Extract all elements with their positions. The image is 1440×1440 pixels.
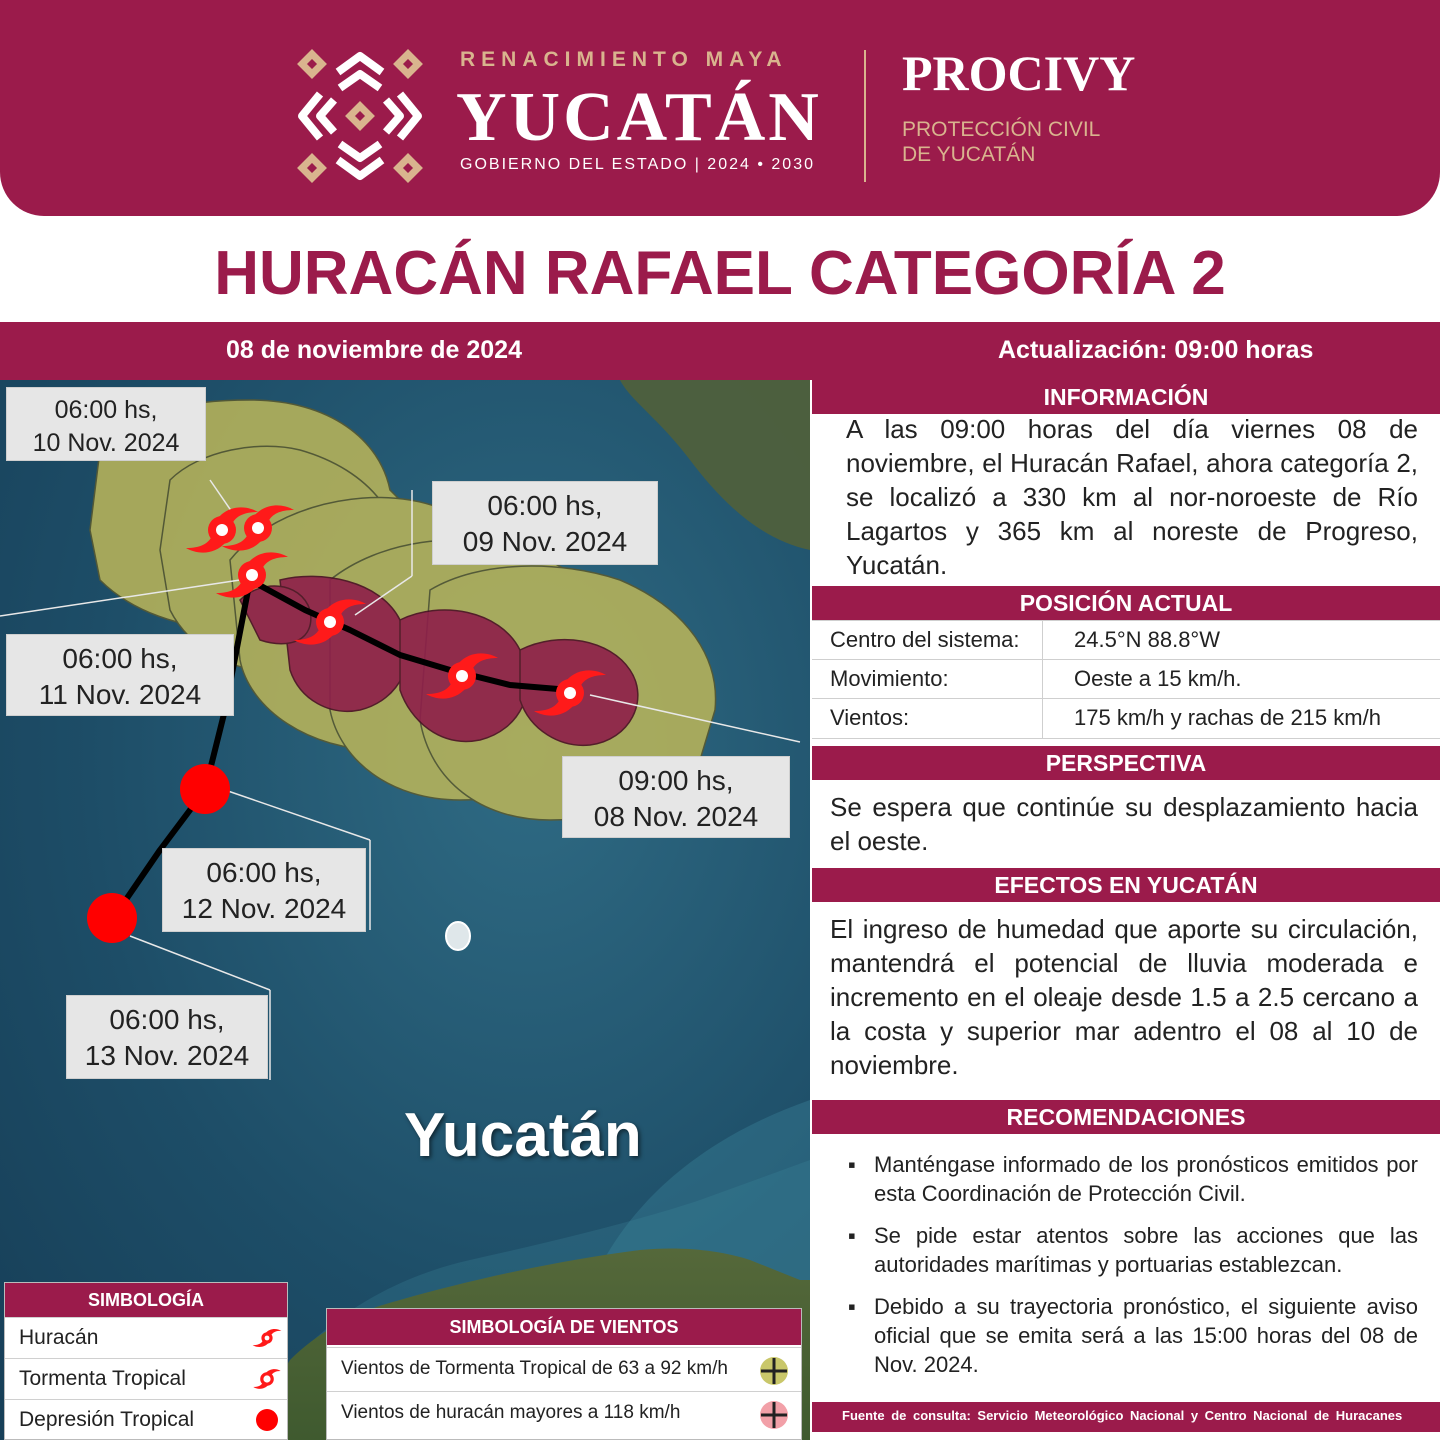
position-row-movement	[812, 659, 1440, 699]
outlook-heading: PERSPECTIVA	[812, 746, 1440, 780]
source-note: Fuente de consulta: Servicio Meteorológico Nacional y Centro Nacional de Huracanes	[842, 1408, 1403, 1423]
tropical-wind-icon	[757, 1354, 791, 1388]
recommendations-list	[848, 1150, 1418, 1392]
track-label-11nov: 06:00 hs, 11 Nov. 2024	[6, 634, 234, 716]
track-label-09nov: 06:00 hs, 09 Nov. 2024	[432, 481, 658, 565]
agency-name: PROCIVY	[902, 45, 1136, 101]
state-name-logo: YUCATÁN	[456, 79, 822, 156]
position-value: 24.5°N 88.8°W	[1074, 627, 1220, 652]
hurricane-icon	[251, 1322, 283, 1354]
effects-heading: EFECTOS EN YUCATÁN	[812, 868, 1440, 902]
position-heading: POSICIÓN ACTUAL	[812, 586, 1440, 620]
agency-subtitle-line2: DE YUCATÁN	[902, 143, 1036, 166]
legend-label: Depresión Tropical	[19, 1408, 195, 1431]
effects-text: El ingreso de humedad que aporte su circulación, mantendrá el potencial de lluvia moderada e incremento en el oleaje desde 1.5 a 2.5 cercano a la costa y superior mar adentro el 08 al 10 de noviembre.	[830, 914, 1418, 1080]
legend-title: SIMBOLOGÍA	[5, 1283, 287, 1317]
track-label-12nov: 06:00 hs, 12 Nov. 2024	[162, 848, 366, 932]
track-label-10nov: 06:00 hs, 10 Nov. 2024	[6, 387, 206, 461]
wind-row-tropical	[327, 1347, 801, 1392]
info-text: A las 09:00 horas del día viernes 08 de noviembre, el Huracán Rafael, ahora categoría 2, se localizó a 330 km al nor-noroeste de Río Lagartos y 365 km al noreste de Progreso, Yucatán.	[846, 414, 1418, 580]
outlook-text: Se espera que continúe su desplazamiento hacia el oeste.	[830, 792, 1418, 856]
track-label-13nov: 06:00 hs, 13 Nov. 2024	[66, 995, 268, 1079]
tropical-storm-icon	[251, 1363, 283, 1395]
track-point-depression	[87, 893, 137, 943]
position-value: 175 km/h y rachas de 215 km/h	[1074, 705, 1381, 730]
agency-subtitle-line1: PROTECCIÓN CIVIL	[902, 118, 1101, 141]
recommendation-item: ▪ Se pide estar atentos sobre las acciones que las autoridades marítimas y portuarias establezcan.	[848, 1221, 1418, 1279]
header-divider	[864, 50, 866, 182]
position-value: Oeste a 15 km/h.	[1074, 666, 1242, 691]
position-key: Centro del sistema:	[830, 627, 1020, 652]
report-date: 08 de noviembre de 2024	[226, 336, 522, 364]
gov-subtitle: GOBIERNO DEL ESTADO | 2024 • 2030	[460, 156, 815, 173]
position-row-center	[812, 620, 1440, 660]
page-title: HURACÁN RAFAEL CATEGORÍA 2	[214, 239, 1226, 308]
wind-label: Vientos de Tormenta Tropical de 63 a 92 km/h	[341, 1358, 728, 1379]
wind-legend-title: SIMBOLOGÍA DE VIENTOS	[327, 1309, 801, 1345]
tropical-depression-icon	[251, 1404, 283, 1436]
position-key: Movimiento:	[830, 666, 949, 691]
recommendation-item: ▪ Debido a su trayectoria pronóstico, el siguiente aviso oficial que se emita será a las 15:00 horas del 08 de Nov. 2024.	[848, 1292, 1418, 1379]
legend-label: Tormenta Tropical	[19, 1367, 186, 1390]
recommendation-item: ▪ Manténgase informado de los pronósticos emitidos por esta Coordinación de Protección Civil.	[848, 1150, 1418, 1208]
gov-motto: RENACIMIENTO MAYA	[460, 48, 788, 71]
position-row-winds	[812, 698, 1440, 739]
update-time: Actualización: 09:00 horas	[998, 336, 1314, 364]
recommendations-heading: RECOMENDACIONES	[812, 1100, 1440, 1134]
track-point-depression	[180, 764, 230, 814]
hurricane-wind-icon	[757, 1398, 791, 1432]
position-table-divider	[1042, 620, 1043, 738]
symbol-legend	[4, 1282, 288, 1440]
wind-row-hurricane	[327, 1391, 801, 1436]
government-logo-icon	[292, 48, 428, 184]
legend-row-tropical-depression	[5, 1399, 287, 1440]
state-map-label: Yucatán	[404, 1101, 642, 1170]
forecast-map	[0, 380, 810, 1440]
forecast-map-graphic	[0, 380, 810, 1440]
wind-legend	[326, 1308, 802, 1440]
legend-label: Huracán	[19, 1326, 99, 1349]
info-heading: INFORMACIÓN	[812, 380, 1440, 414]
wind-label: Vientos de huracán mayores a 118 km/h	[341, 1402, 681, 1423]
legend-row-tropical-storm	[5, 1358, 287, 1399]
legend-row-hurricane	[5, 1317, 287, 1358]
position-key: Vientos:	[830, 705, 910, 730]
track-label-08nov: 09:00 hs, 08 Nov. 2024	[562, 756, 790, 838]
